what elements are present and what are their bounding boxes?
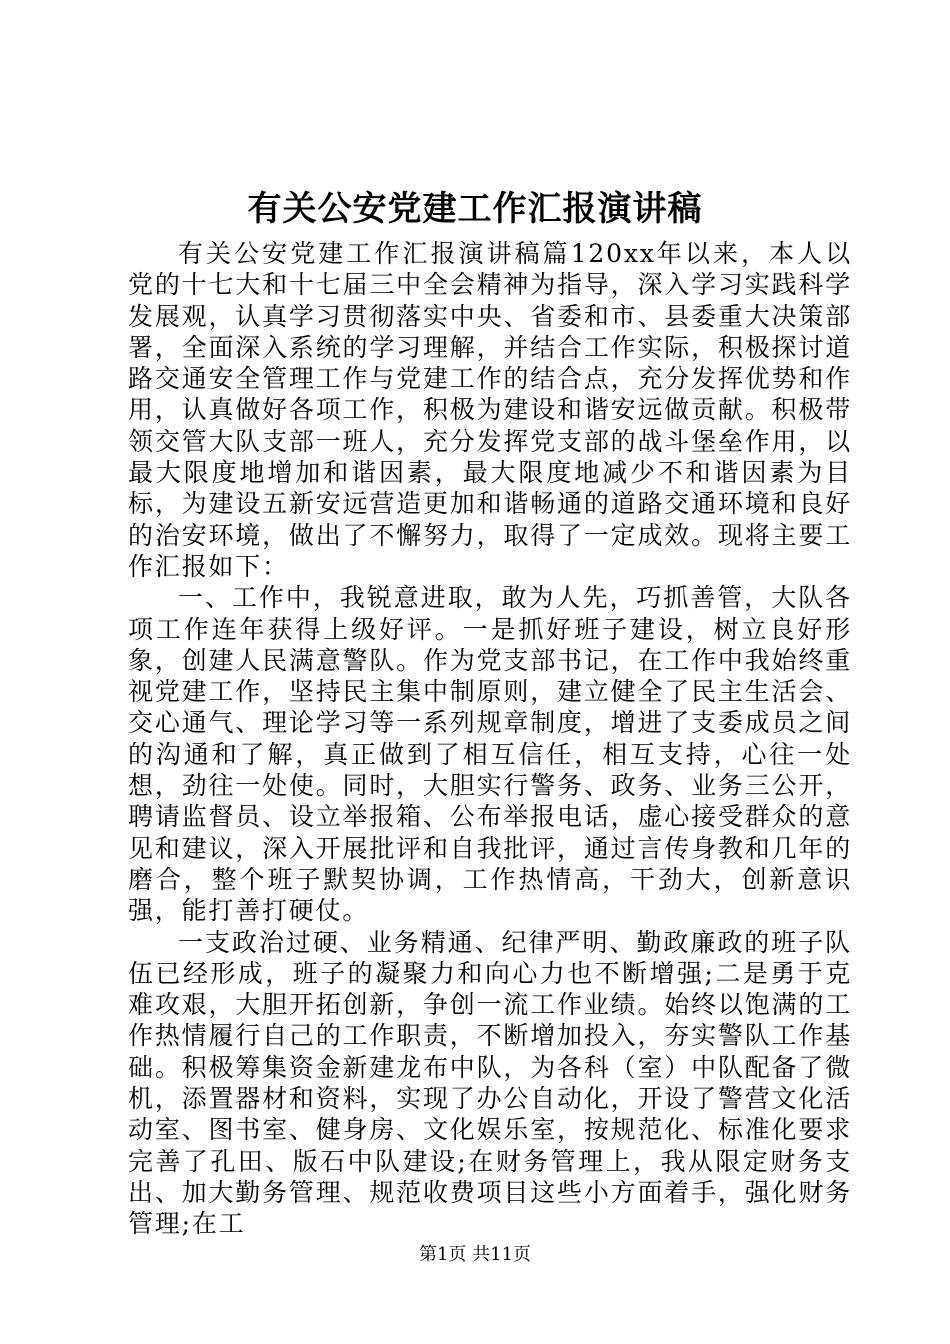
paragraph-2: 一、工作中，我锐意进取，敢为人先，巧抓善管，大队各项工作连年获得上级好评。一是抓好班子建设，树立良好形象，创建人民满意警队。作为党支部书记，在工作中我始终重视党建工作，坚持民主集中制原则，建立健全了民主生活会、交心通气、理论学习等一系列规章制度，增进了支委成员之间的沟通和了解，真正做到了相互信任，相互支持，心往一处想，劲往一处使。同时，大胆实行警务、政务、业务三公开，聘请监督员、设立举报箱、公布举报电话，虚心接受群众的意见和建议，深入开展批评和自我批评，通过言传身教和几年的磨合，整个班子默契协调，工作热情高，干劲大，创新意识强，能打善打硬仗。 [128, 583, 852, 926]
document-body [128, 238, 852, 1240]
page-footer: 第1页 共11页 [418, 1244, 532, 1265]
paragraph-3: 一支政治过硬、业务精通、纪律严明、勤政廉政的班子队伍已经形成，班子的凝聚力和向心力也不断增强;二是勇于克难攻艰，大胆开拓创新，争创一流工作业绩。始终以饱满的工作热情履行自己的工作职责，不断增加投入，夯实警队工作基础。积极筹集资金新建龙布中队，为各科（室）中队配备了微机，添置器材和资料，实现了办公自动化，开设了警营文化活动室、图书室、健身房、文化娱乐室，按规范化、标准化要求完善了孔田、版石中队建设;在财务管理上，我从限定财务支出、加大勤务管理、规范收费项目这些小方面着手，强化财务管理;在工 [128, 927, 852, 1239]
paragraph-1: 有关公安党建工作汇报演讲稿篇120xx年以来，本人以党的十七大和十七届三中全会精神为指导，深入学习实践科学发展观，认真学习贯彻落实中央、省委和市、县委重大决策部署，全面深入系统的学习理解，并结合工作实际，积极探讨道路交通安全管理工作与党建工作的结合点，充分发挥优势和作用，认真做好各项工作，积极为建设和谐安远做贡献。积极带领交管大队支部一班人，充分发挥党支部的战斗堡垒作用，以最大限度地增加和谐因素，最大限度地减少不和谐因素为目标，为建设五新安远营造更加和谐畅通的道路交通环境和良好的治安环境，做出了不懈努力，取得了一定成效。现将主要工作汇报如下： [128, 239, 852, 581]
document-title: 有关公安党建工作汇报演讲稿 [247, 189, 703, 229]
